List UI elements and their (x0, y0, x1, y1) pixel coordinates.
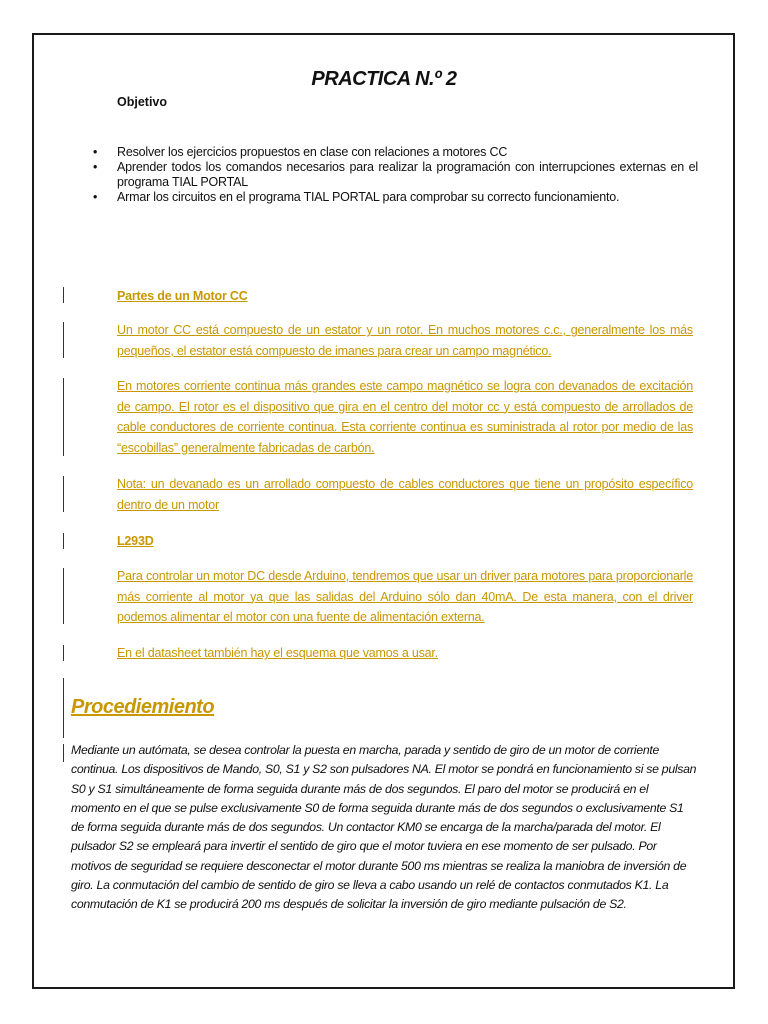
procedure-text: Mediante un autómata, se desea controlar la puesta en marcha, parada y sentido de giro de un motor de corriente continua. Los dispositivos de Mando, S0, S1 y S2 son pulsadores NA. El motor se pondrá en funcionamiento si se pulsan S0 y S1 simultáneamente de forma seguida durante más de dos segundos. El paro del motor se producirá en el momento en el que se pulse exclusivamente S0 de forma seguida durante más de dos segundos o exclusivamente S1 de forma seguida durante más de dos segundos. Un contactor KM0 se encarga de la marcha/parada del motor. El pulsador S2 se empleará para invertir el sentido de giro que el motor tuviera en ese momento de ser pulsado. Por motivos de seguridad se requiere desconectar el motor durante 500 ms mientras se realiza la maniobra de inversión de giro. La conmutación del cambio de sentido de giro se lleva a cabo usando un relé de contactos conmutados K1. La conmutación de K1 se producirá 200 ms después de solicitar la inversión de giro mediante pulsación de S2. (71, 743, 697, 912)
revision-bar (63, 287, 64, 303)
bullet-icon: • (93, 145, 98, 159)
revision-bar (63, 744, 64, 762)
page-title: PRACTICA N.º 2 (311, 68, 457, 90)
objective-text: Resolver los ejercicios propuestos en clase con relaciones a motores CC (117, 145, 508, 159)
l293d-paragraph-1: Para controlar un motor DC desde Arduino, tendremos que usar un driver para motores para proporcionarle más corriente al motor ya que las salidas del Arduino sólo dan 40mA. De esta manera, con el driver podemos alimentar el motor con una fuente de alimentación externa. (117, 569, 693, 624)
l293d-heading: L293D (117, 534, 154, 548)
bullet-icon: • (93, 190, 98, 204)
list-item (93, 160, 698, 190)
objective-text: Armar los circuitos en el programa TIAL PORTAL para comprobar su correcto funcionamiento. (117, 190, 620, 204)
list-item (93, 145, 698, 160)
bullet-icon: • (93, 160, 98, 174)
motor-paragraph-1: Un motor CC está compuesto de un estator y un rotor. En muchos motores c.c., generalmente los más pequeños, el estator está compuesto de imanes para crear un campo magnético. (117, 323, 693, 358)
revision-bar (63, 678, 64, 738)
objective-text: Aprender todos los comandos necesarios para realizar la programación con interrupciones externas en el programa TIAL PORTAL (117, 160, 698, 189)
revision-bar (63, 378, 64, 456)
objetivo-heading: Objetivo (117, 95, 168, 109)
revision-bar (63, 568, 64, 624)
objectives-list (93, 145, 698, 205)
revision-bar (63, 645, 64, 661)
revision-bar (63, 322, 64, 358)
revision-bar (63, 533, 64, 549)
motor-paragraph-2: En motores corriente continua más grandes este campo magnético se logra con devanados de excitación de campo. El rotor es el dispositivo que gira en el centro del motor cc y está compuesto de arrollados de cable conductores de corriente continua. Esta corriente continua es suministrada al rotor por medio de las “escobillas” generalmente fabricadas de carbón. (117, 379, 693, 455)
motor-note: Nota: un devanado es un arrollado compuesto de cables conductores que tiene un propósito específico dentro de un motor (117, 477, 693, 512)
list-item (93, 190, 698, 205)
motor-section-heading: Partes de un Motor CC (117, 289, 248, 303)
revision-bar (63, 476, 64, 512)
l293d-paragraph-2: En el datasheet también hay el esquema que vamos a usar. (117, 646, 438, 660)
procedure-heading: Procediemiento (71, 696, 215, 718)
